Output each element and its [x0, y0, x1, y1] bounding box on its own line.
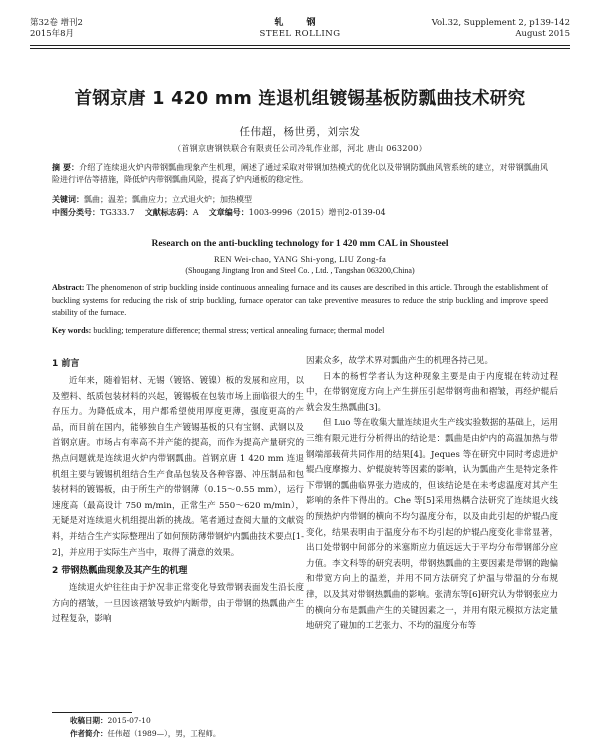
footnote-received	[70, 716, 151, 726]
keywords-en-label: Key words:	[52, 326, 92, 335]
right-paragraph-1: 日本的杨哲学者认为这种现象主要是由于内度辊在转动过程中，在带钢宽度方向上产生拼压引起带钢弯曲和褶皱，再经炉辊后就会发生热瓢曲[3]。	[306, 371, 558, 413]
article-number-value: 1003-9996（2015）增刊2-0139-04	[248, 208, 386, 217]
affiliation: （首钢京唐钢铁联合有限责任公司冷轧作业部，河北 唐山 063200）	[173, 144, 427, 153]
abstract-cn-text: 介绍了连续退火炉内带钢瓢曲现象产生机理，阐述了通过采取对带钢加热模式的优化以及带钢防瓢曲风管系统的建立，对带钢瓢曲风险进行评估等措施，降低炉内带钢瓢曲风险，提高了炉内通板的稳定性。	[52, 163, 548, 184]
section-1-heading: 1 前言	[52, 359, 80, 369]
received-label: 收稿日期：	[70, 716, 108, 725]
header-date-en: August 2015	[515, 29, 570, 39]
footnote-author	[70, 729, 220, 739]
keywords-en-text: buckling; temperature difference; thermal stress; vertical annealing furnace; thermal model	[93, 326, 385, 335]
classification-line	[52, 207, 548, 219]
header-citation	[432, 18, 570, 40]
footnote-rule	[52, 712, 132, 713]
section-2-paragraph: 连续退火炉往往由于炉况非正常变化导致带钢表面发生沿长度方向的褶皱，一旦因该褶皱导致炉内断带，由于带钢的热瓢曲产生过程复杂，影响	[52, 583, 304, 625]
abstract-en-label: Abstract:	[52, 283, 85, 292]
english-affiliation: (Shougang Jingtang Iron and Steel Co. , Ltd. , Tangshan 063200,China)	[185, 266, 415, 275]
abstract-cn	[52, 162, 548, 186]
header-rule	[30, 45, 570, 49]
body-right-column	[306, 354, 558, 635]
keywords-cn-text: 瓢曲；温差；瓢曲应力；立式退火炉；加热模型	[84, 195, 252, 204]
clc-value: TG333.7	[100, 208, 145, 217]
paper-title: 首钢京唐 1 420 mm 连退机组镀锡基板防瓢曲技术研究	[74, 89, 526, 109]
section-1-paragraph: 近年来，随着铝材、无锡（镀铬、镀镍）板的发展和应用，以及塑料、纸质包装材料的兴起，镀锡板在包装市场上面临很大的生存压力。为降低成本，用户都希望使用厚度更薄，强度更高的产品，而目前在国内，能够独自生产镀锡基板的只有宝钢、武钢以及首钢京唐。市场占有率高不并产能的提高，而作为提高产量研究的热点问题就是连续退火炉内带钢瓢曲。首钢京唐 1 420 mm 连退机组主要与镀锡机组结合生产食品包装及各种容器、冲压制品和包装材料的镀锡板，由于所生产的带钢薄（0.15～0.55 mm），运行速度高（最高设计 750 m/min，正常生产 550～620 m/min），无疑是对连续退火机组提出新的挑战。笔者通过查阅大量的文献资料，并结合生产实际整理出了如何预防薄带钢炉内瓢曲技术要点[1-2]，并应用于实际生产当中，取得了满意的效果。	[52, 376, 304, 558]
english-authors: REN Wei-chao, YANG Shi-yong, LIU Zong-fa	[213, 254, 387, 264]
english-title: Research on the anti-buckling technology for 1 420 mm CAL in Shousteel	[151, 239, 449, 249]
header-volume-en: Vol.32, Supplement 2, p139-142	[431, 18, 570, 28]
author-list: 任伟超，杨世勇，刘宗发	[239, 126, 361, 138]
keywords-cn-label: 关键词：	[52, 195, 84, 204]
right-paragraph-2: 但 Luo 等在收集大量连续退火生产线实验数据的基础上，运用三维有限元进行分析得出的结论是：瓢曲是由炉内的高温加热与带钢端部载荷共同作用的结果[4]。Jeques 等在研究中同时考虑进炉辊凸度摩擦力、炉辊旋转等因素的影响，认为瓢曲产生是特定条件下带钢的瓢曲临界张力造成的，但该结论是在未考虑温度对其产生影响的条件下得出的。Che 等[5]采用热耦合法研究了连续退火线的预热炉内带钢的横向不均匀温度分布，以及由此引起的炉辊凸度变化，结果表明由于温度分布不均引起的炉辊凸度变化非常显著，出口处带钢中间部分的米塞斯应力值远远大于平均分布带钢部分应力值。李文科等的研究表明，带钢热瓢曲的主要因素是带钢的跑偏和带宽方向上的温差，并用不同方法研究了炉温与带温的分布规律，以及其对带钢热瓢曲的影响。张清东等[6]研究认为带钢张应力的横向分布是瓢曲产生的关键因素之一，并用有限元模拟方法定量地研究了碰加的工艺张力、不均的温度分布等	[306, 418, 558, 632]
abstract-cn-label: 摘 要：	[52, 163, 80, 172]
keywords-cn	[52, 194, 548, 206]
journal-name-cn: 轧 钢	[274, 18, 326, 28]
header-volume: 第32卷 增刊2	[30, 18, 83, 28]
section-2-heading: 2 带钢热瓢曲现象及其产生的机理	[52, 566, 188, 577]
body-left-column	[52, 354, 304, 628]
article-number-label: 文章编号：	[208, 208, 249, 217]
doc-code-value: A	[192, 208, 199, 217]
journal-name-en: STEEL ROLLING	[259, 29, 341, 39]
keywords-en	[52, 325, 548, 338]
received-value: 2015-07-10	[107, 716, 151, 725]
doc-code-label: 文献标志码：	[144, 208, 193, 217]
abstract-en-text: The phenomenon of strip buckling inside continuous annealing furnace and its causes are described in this article. Through the establishment of buckling systems for reducing the risk of strip buckling, furnace operator can take preventive measures to reduce the strip buckling and improve speed stability of the furnace.	[52, 283, 549, 317]
abstract-en	[52, 282, 548, 320]
running-header	[30, 18, 570, 46]
author-bio-label: 作者简介：	[70, 729, 108, 738]
clc-label: 中图分类号：	[52, 208, 100, 217]
right-paragraph-0: 因素众多，故学术界对瓢曲产生的机理各持己见。	[306, 356, 494, 366]
author-bio-value: 任伟超（1989—），男，工程师。	[107, 729, 221, 738]
header-date: 2015年8月	[30, 29, 75, 39]
